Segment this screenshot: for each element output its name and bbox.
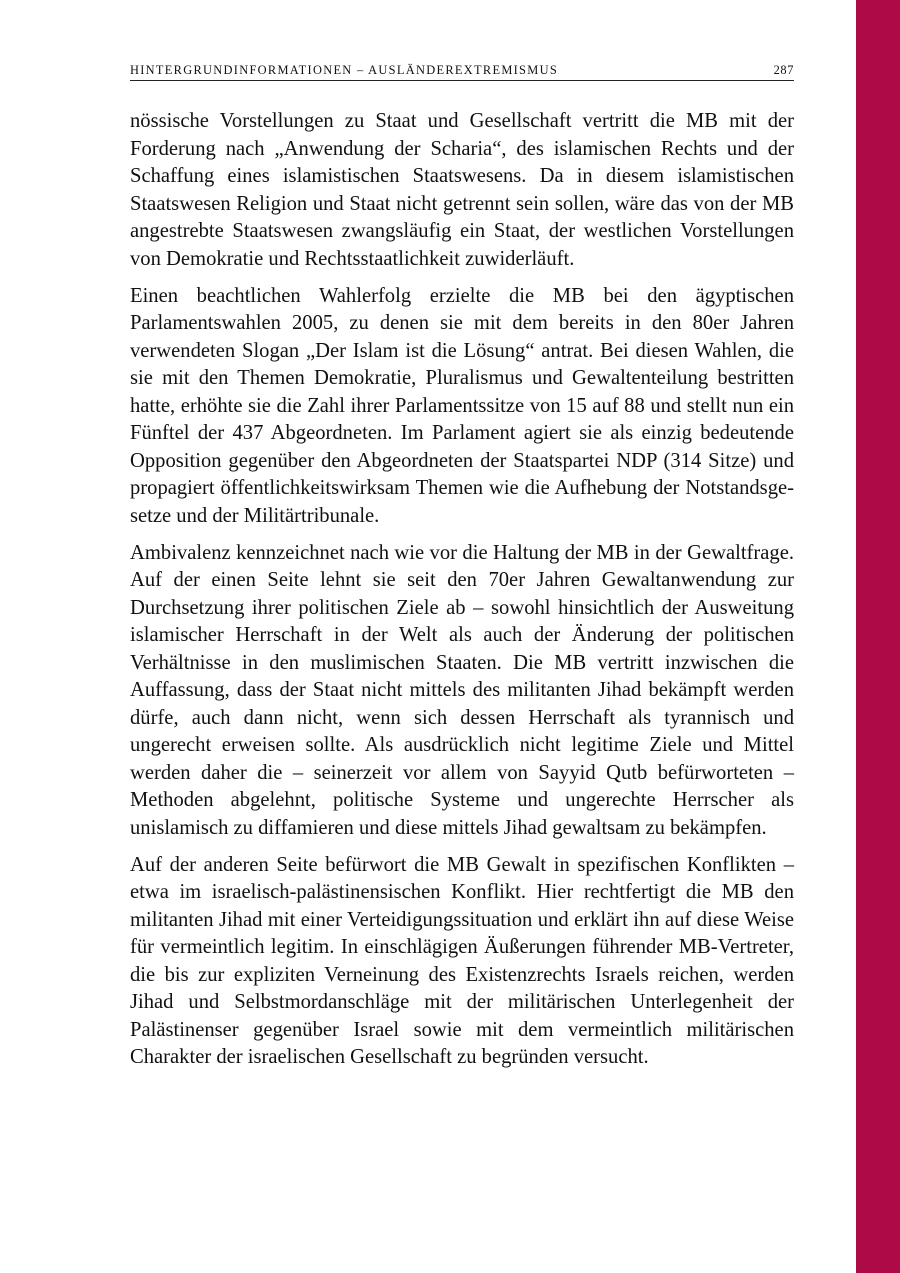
page-number: 287	[773, 63, 794, 77]
paragraph: Ambivalenz kennzeichnet nach wie vor die Haltung der MB in der Gewaltfrage. Auf der einen Seite lehnt sie seit den 70er Jahren Gewaltanwendung zur Durchsetzung ihrer politischen Ziele ab – sowohl hinsichtlich der Ausweitung islamischer Herrschaft in der Welt als auch der Änderung der politischen Verhältnisse in den muslimischen Staaten. Die MB vertritt inzwischen die Auffassung, dass der Staat nicht mittels des militanten Jihad bekämpft werden dürfe, auch dann nicht, wenn sich dessen Herrschaft als tyrannisch und ungerecht erweisen sollte. Als ausdrücklich nicht legitime Ziele und Mittel werden daher die – seinerzeit vor allem von Sayyid Qutb befürworteten – Methoden abgelehnt, politische Systeme und ungerechte Herrscher als unislamisch zu diffamieren und diese mittels Jihad gewaltsam zu bekämpfen.	[130, 541, 794, 839]
header-title: HINTERGRUNDINFORMATIONEN – AUSLÄNDEREXTREMISMUS	[130, 63, 559, 77]
body-text	[130, 108, 794, 1081]
paragraph: nössische Vorstellungen zu Staat und Gesellschaft vertritt die MB mit der Forderung nach „Anwendung der Scharia“, des islamischen Rechts und der Schaffung eines islamistischen Staatswesens. Da in diesem islamistischen Staatswesen Religion und Staat nicht getrennt sein sollen, wäre das von der MB angestrebte Staatswesen zwangsläufig ein Staat, der westlichen Vorstellungen von Demokratie und Rechtsstaatlichkeit zuwiderläuft.	[130, 110, 794, 270]
side-color-bar	[856, 0, 900, 1273]
paragraph: Einen beachtlichen Wahlerfolg erzielte die MB bei den ägyptischen Parlamentswahlen 2005, zu denen sie mit dem bereits in den 80er Jahren verwendeten Slogan „Der Islam ist die Lösung“ antrat. Bei diesen Wahlen, die sie mit den Themen Demokratie, Pluralismus und Gewaltenteilung bestritten hatte, erhöhte sie die Zahl ihrer Parlamentssitze von 15 auf 88 und stellt nun ein Fünftel der 437 Abgeordneten. Im Parlament agiert sie als einzig bedeutende Opposition gegenüber den Abgeordneten der Staatspartei NDP (314 Sitze) und propagiert öffentlichkeitswirksam Themen wie die Aufhebung der Notstandsgesetze und der Militärtribunale.	[130, 284, 794, 527]
paragraph: Auf der anderen Seite befürwort die MB Gewalt in spezifischen Konflikten – etwa im israelisch-palästinensischen Konflikt. Hier rechtfertigt die MB den militanten Jihad mit einer Verteidigungssituation und erklärt ihn auf diese Weise für vermeintlich legitim. In einschlägigen Äußerungen führender MB-Vertreter, die bis zur expliziten Verneinung des Existenzrechts Israels reichen, werden Jihad und Selbstmordanschläge mit der militärischen Unterlegenheit der Palästinenser gegenüber Israel sowie mit dem vermeintlich militärischen Charakter der israelischen Gesellschaft zu begründen versucht.	[130, 853, 794, 1068]
running-header	[130, 61, 794, 81]
